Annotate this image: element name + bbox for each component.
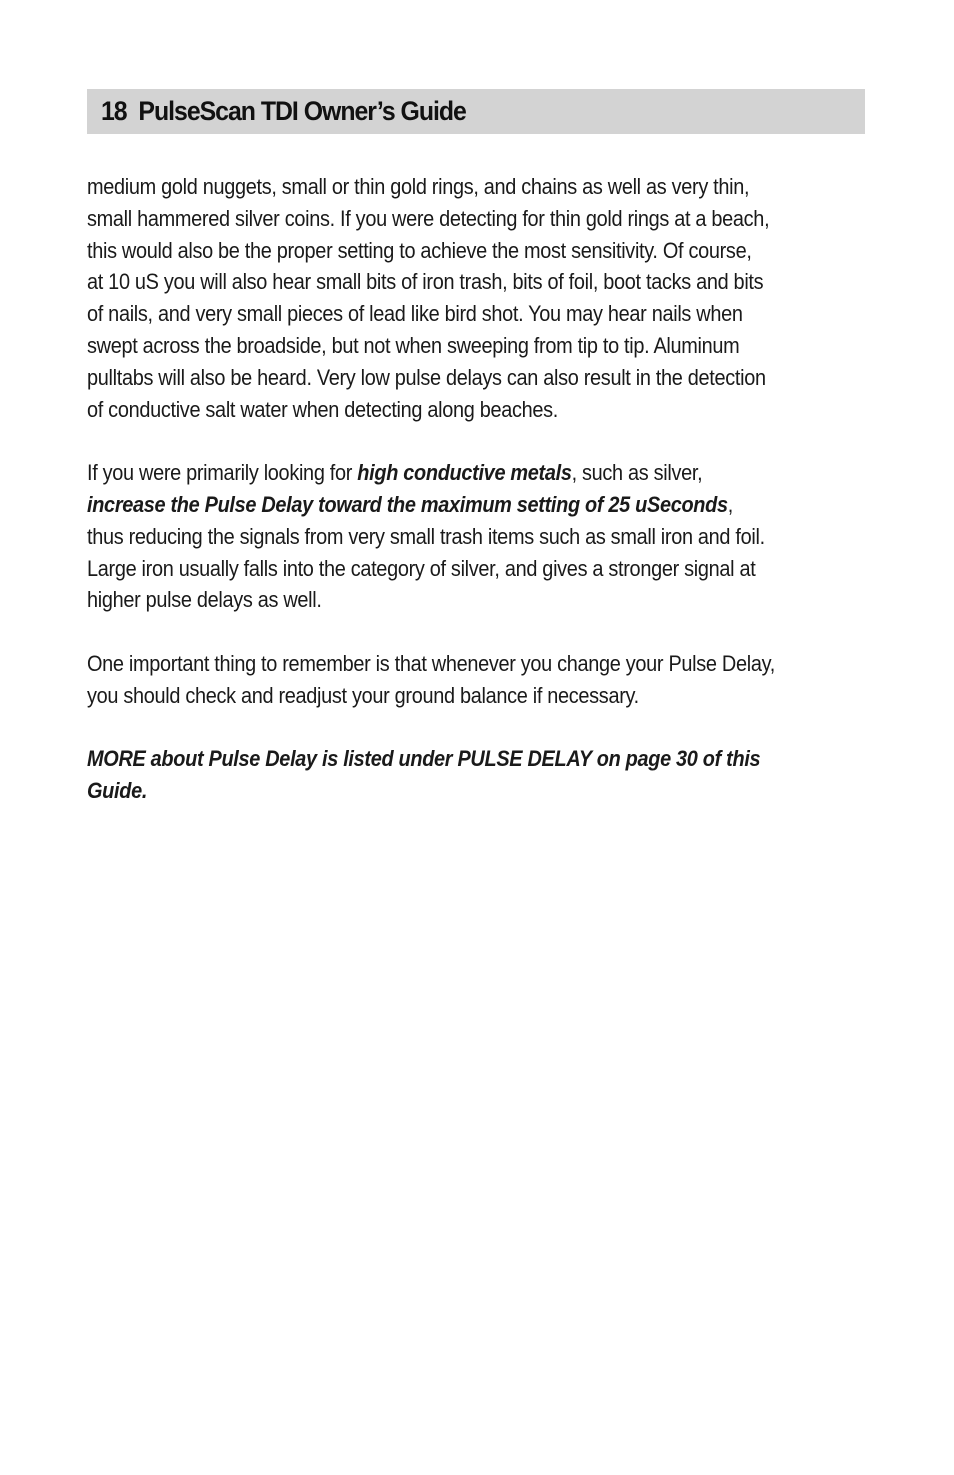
text-line: MORE about Pulse Delay is listed under PULSE DELAY on page 30 of this — [87, 746, 761, 772]
text-line: Guide. — [87, 778, 148, 804]
text-line: higher pulse delays as well. — [87, 587, 322, 613]
text-line: this would also be the proper setting to achieve the most sensitivity. Of course, — [87, 237, 752, 263]
text-line: thus reducing the signals from very small trash items such as small iron and foil. — [87, 523, 765, 549]
text-line: at 10 uS you will also hear small bits of iron trash, bits of foil, boot tacks and bits — [87, 269, 764, 295]
page-title — [101, 96, 466, 127]
page-body — [87, 171, 877, 839]
emphasis-text: high conductive metals — [357, 460, 572, 486]
paragraph-high-conductive — [87, 457, 877, 616]
text-run: , such as silver, — [571, 460, 703, 486]
text-line: small hammered silver coins. If you were detecting for thin gold rings at a beach, — [87, 205, 770, 231]
guide-title: PulseScan TDI Owner’s Guide — [138, 96, 466, 126]
paragraph-more-info — [87, 743, 877, 807]
text-line — [87, 457, 802, 489]
text-run: , — [727, 491, 733, 517]
page-header — [87, 89, 865, 134]
text-line: Large iron usually falls into the category of silver, and gives a stronger signal at — [87, 555, 756, 581]
text-line: medium gold nuggets, small or thin gold rings, and chains as well as very thin, — [87, 174, 750, 199]
text-line: of nails, and very small pieces of lead like bird shot. You may hear nails when — [87, 301, 743, 327]
paragraph-ground-balance — [87, 648, 877, 712]
page-number: 18 — [101, 96, 127, 126]
text-line: swept across the broadside, but not when sweeping from tip to tip. Aluminum — [87, 332, 740, 358]
text-line: of conductive salt water when detecting along beaches. — [87, 396, 559, 422]
text-run: If you were primarily looking for — [87, 460, 358, 486]
emphasis-text: increase the Pulse Delay toward the maximum setting of 25 uSeconds — [87, 491, 728, 517]
text-line: you should check and readjust your ground balance if necessary. — [87, 682, 639, 708]
text-line: pulltabs will also be heard. Very low pulse delays can also result in the detection — [87, 364, 766, 390]
paragraph-sensitivity — [87, 171, 877, 425]
text-line — [87, 489, 802, 521]
text-line: One important thing to remember is that whenever you change your Pulse Delay, — [87, 650, 775, 676]
